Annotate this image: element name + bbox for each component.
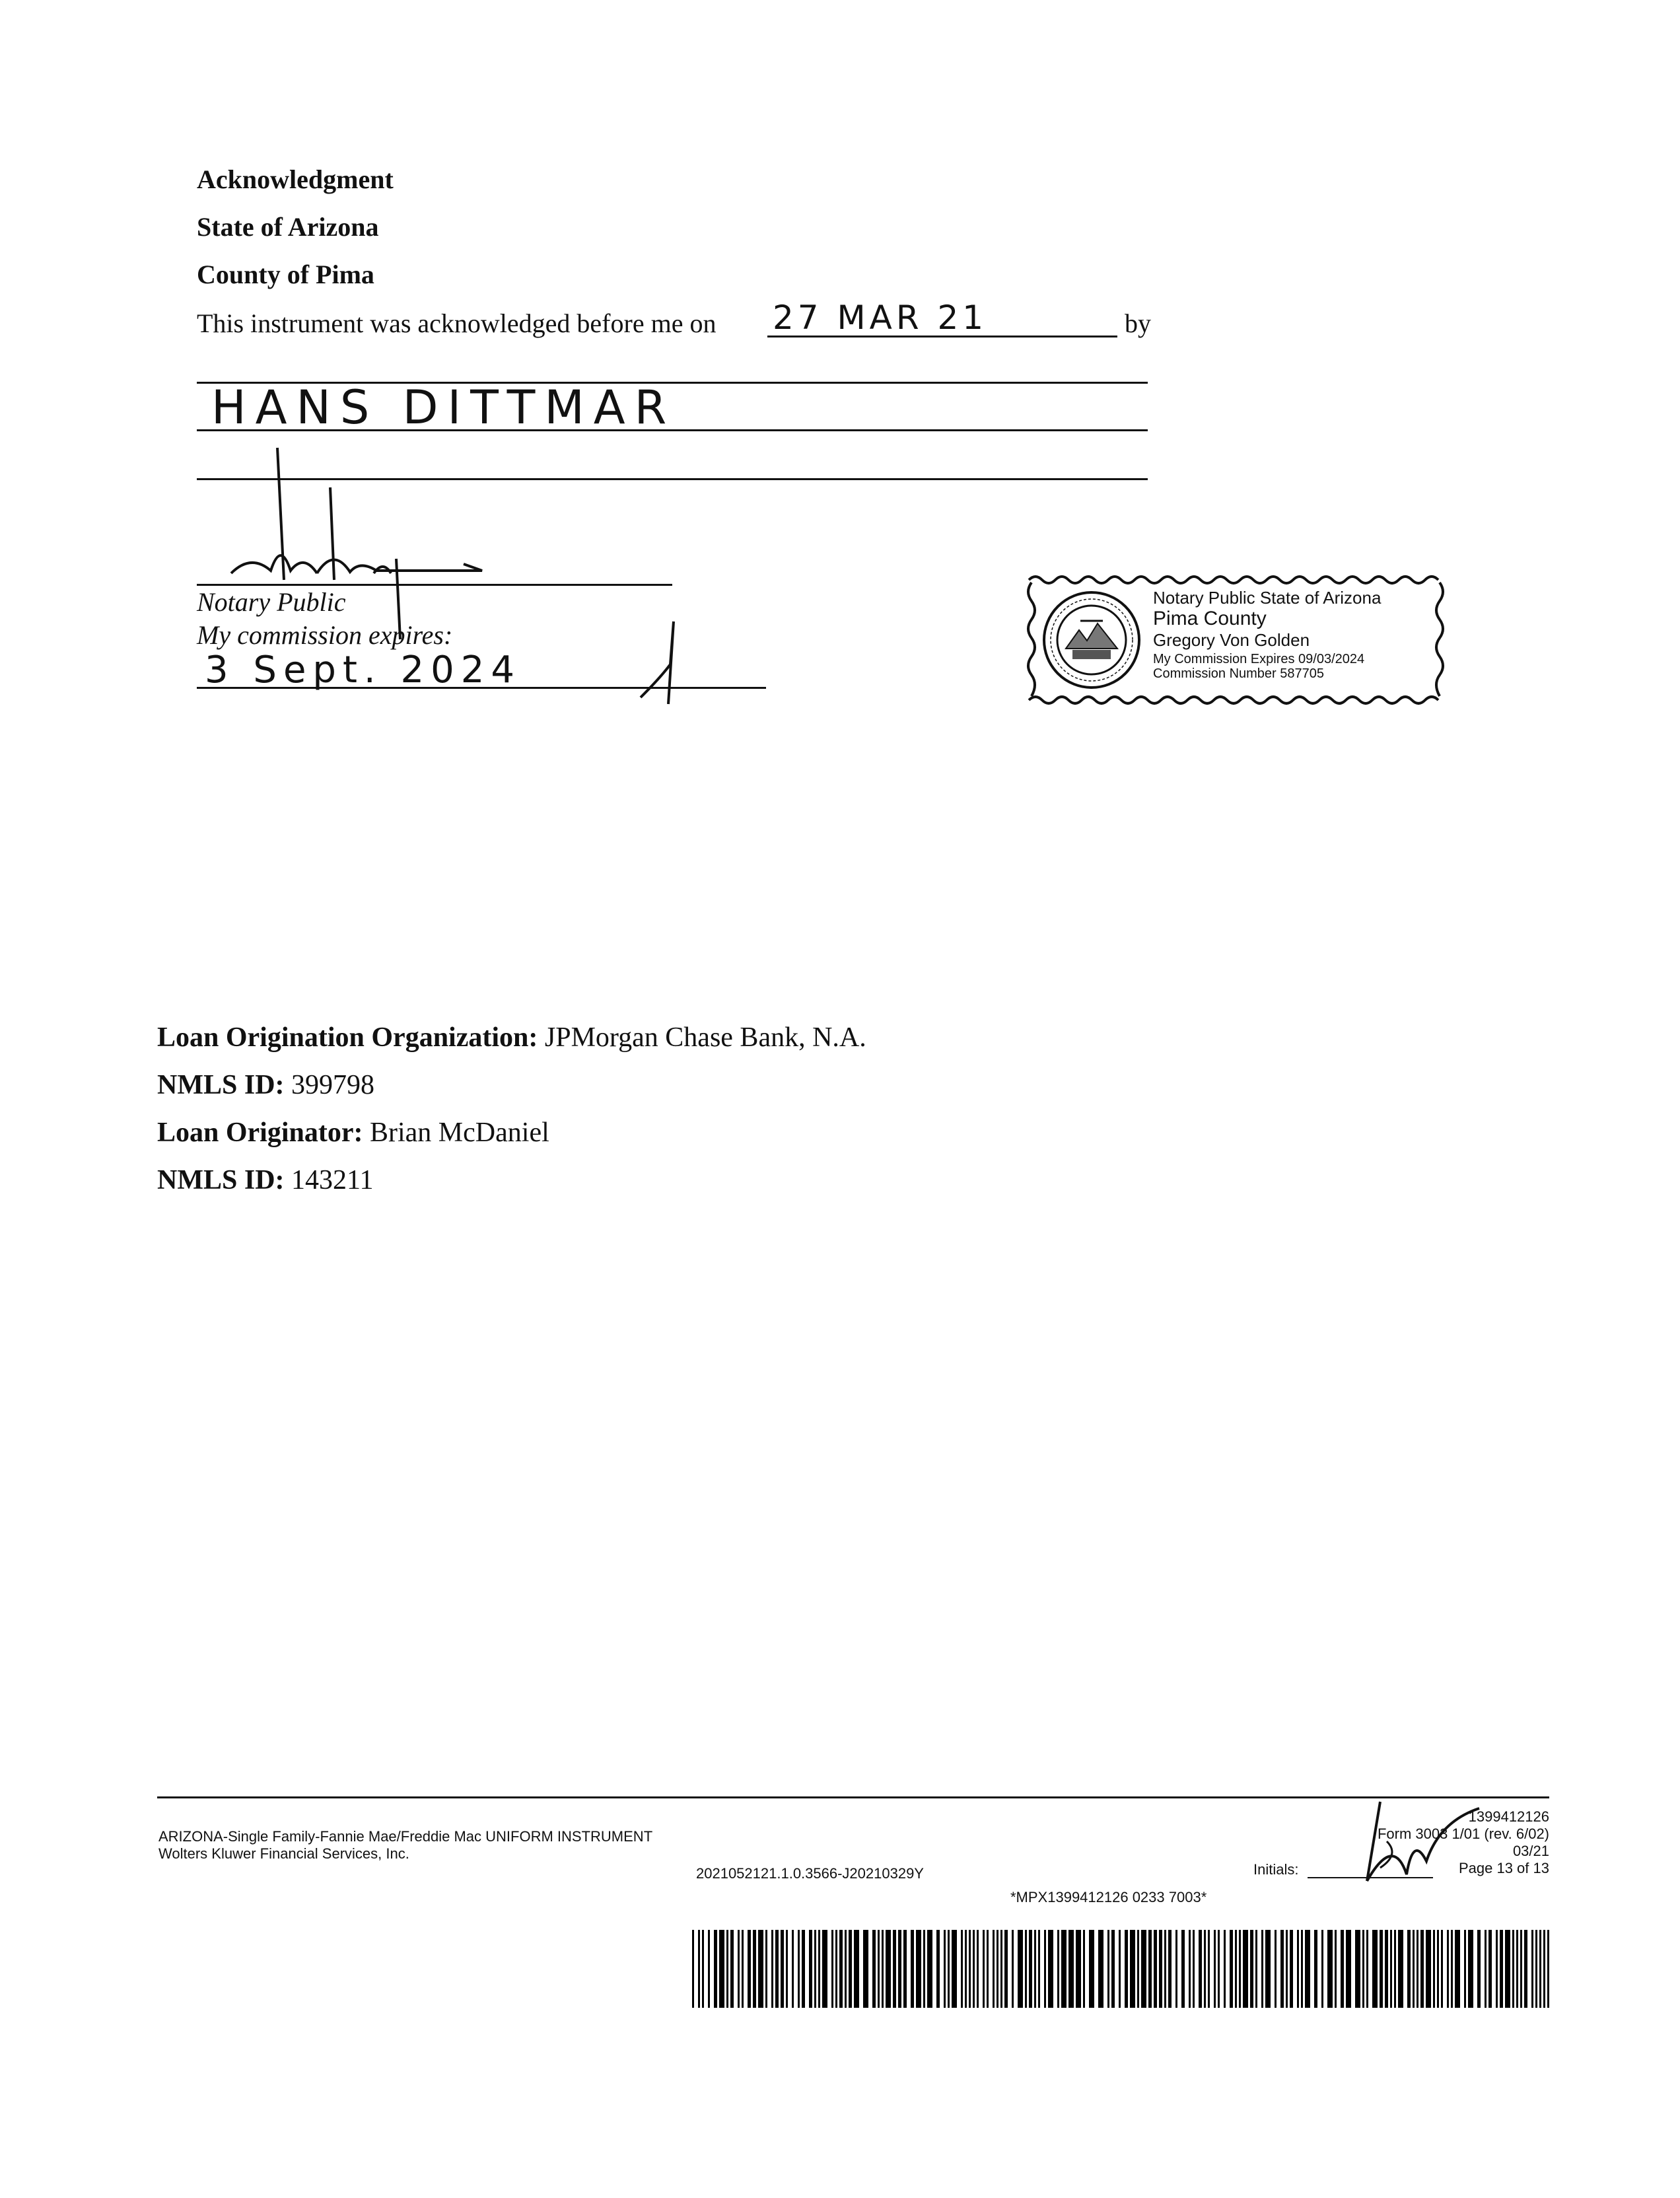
barcode-bar — [1255, 1930, 1257, 2008]
barcode-bar — [882, 1930, 884, 2008]
form-title: ARIZONA-Single Family-Fannie Mae/Freddie Mac UNIFORM INSTRUMENT — [158, 1828, 653, 1845]
barcode-bar — [1321, 1930, 1323, 2008]
barcode-bar — [1125, 1930, 1128, 2008]
barcode-bar — [781, 1930, 784, 2008]
barcode-bar — [923, 1930, 925, 2008]
barcode-bar — [993, 1930, 995, 2008]
barcode-bar — [1390, 1930, 1392, 2008]
barcode-bar — [1447, 1930, 1449, 2008]
barcode-bar — [1297, 1930, 1299, 2008]
barcode-bar — [1141, 1930, 1146, 2008]
barcode-bar — [1130, 1930, 1135, 2008]
barcode-bar — [802, 1930, 805, 2008]
barcode-bar — [973, 1930, 975, 2008]
barcode-bar — [1531, 1930, 1533, 2008]
barcode-bar — [726, 1930, 728, 2008]
barcode-bar — [835, 1930, 837, 2008]
commission-expiry-line — [197, 687, 766, 689]
barcode-bar — [775, 1930, 779, 2008]
barcode-bar — [809, 1930, 812, 2008]
barcode-bar — [1218, 1930, 1220, 2008]
barcode-bar — [1366, 1930, 1368, 2008]
barcode-bar — [1437, 1930, 1439, 2008]
barcode-bar — [1451, 1930, 1453, 2008]
barcode-bar — [730, 1930, 734, 2008]
barcode-bar — [1111, 1930, 1115, 2008]
initials-signature — [1341, 1795, 1486, 1888]
revision: 03/21 — [1512, 1843, 1549, 1859]
barcode-bar — [1413, 1930, 1415, 2008]
barcode-bar — [1025, 1930, 1027, 2008]
loan-number: 1399412126 — [1468, 1808, 1549, 1825]
barcode-bar — [983, 1930, 985, 2008]
notary-public-label: Notary Public — [197, 587, 346, 617]
barcode-bar — [1199, 1930, 1202, 2008]
stamp-line-5: Commission Number 587705 — [1153, 666, 1325, 681]
notary-stamp — [1022, 569, 1450, 711]
barcode-bar — [948, 1930, 950, 2008]
barcode-bar — [1137, 1930, 1139, 2008]
barcode-text: *MPX1399412126 0233 7003* — [1010, 1889, 1207, 1905]
barcode-bar — [886, 1930, 891, 2008]
barcode-bar — [714, 1930, 717, 2008]
barcode-bar — [916, 1930, 921, 2008]
stamp-line-3: Gregory Von Golden — [1153, 630, 1310, 650]
barcode — [692, 1930, 1551, 2008]
barcode-bar — [1068, 1930, 1074, 2008]
barcode-bar — [1335, 1930, 1337, 2008]
barcode-bar — [698, 1930, 700, 2008]
barcode-bar — [893, 1930, 896, 2008]
barcode-bar — [1119, 1930, 1121, 2008]
barcode-bar — [1535, 1930, 1537, 2008]
barcode-bar — [1083, 1930, 1085, 2008]
barcode-bar — [1168, 1930, 1172, 2008]
instrument-text: This instrument was acknowledged before me on — [197, 308, 717, 338]
stamp-line-4: My Commission Expires 09/03/2024 — [1153, 652, 1365, 666]
handwritten-date: 27 MAR 21 — [773, 299, 988, 337]
barcode-bar — [1543, 1930, 1545, 2008]
barcode-bar — [1239, 1930, 1241, 2008]
barcode-bar — [1505, 1930, 1510, 2008]
barcode-bar — [742, 1930, 744, 2008]
doc-code: 2021052121.1.0.3566-J20210329Y — [696, 1865, 924, 1882]
barcode-bar — [944, 1930, 946, 2008]
org-nmls-value: 399798 — [291, 1070, 375, 1100]
barcode-bar — [1098, 1930, 1103, 2008]
date-underline — [767, 336, 1117, 337]
initials-label: Initials: — [1253, 1861, 1299, 1878]
org-value: JPMorgan Chase Bank, N.A. — [544, 1022, 866, 1053]
barcode-bar — [903, 1930, 907, 2008]
barcode-bar — [1044, 1930, 1046, 2008]
loan-originator — [157, 1116, 549, 1149]
barcode-bar — [1000, 1930, 1002, 2008]
barcode-bar — [878, 1930, 880, 2008]
barcode-bar — [977, 1930, 979, 2008]
barcode-bar — [1261, 1930, 1263, 2008]
barcode-bar — [822, 1930, 827, 2008]
originator-value: Brian McDaniel — [370, 1117, 549, 1148]
barcode-bar — [1346, 1930, 1351, 2008]
barcode-bar — [818, 1930, 820, 2008]
barcode-bar — [1420, 1930, 1424, 2008]
handwritten-name: HANS DITTMAR — [211, 380, 676, 435]
barcode-bar — [1547, 1930, 1549, 2008]
barcode-bar — [1159, 1930, 1162, 2008]
barcode-bar — [1181, 1930, 1185, 2008]
barcode-bar — [1204, 1930, 1206, 2008]
barcode-bar — [786, 1930, 788, 2008]
originator-label: Loan Originator: — [157, 1117, 363, 1148]
barcode-bar — [1224, 1930, 1226, 2008]
barcode-bar — [1189, 1930, 1191, 2008]
barcode-bar — [1433, 1930, 1435, 2008]
barcode-bar — [1355, 1930, 1360, 2008]
barcode-bar — [719, 1930, 724, 2008]
stamp-line-1: Notary Public State of Arizona — [1153, 588, 1382, 608]
barcode-bar — [1089, 1930, 1094, 2008]
barcode-bar — [1398, 1930, 1403, 2008]
barcode-bar — [1455, 1930, 1460, 2008]
barcode-bar — [1372, 1930, 1378, 2008]
barcode-bar — [863, 1930, 868, 2008]
barcode-bar — [961, 1930, 963, 2008]
barcode-bar — [1464, 1930, 1466, 2008]
barcode-bar — [1280, 1930, 1284, 2008]
barcode-bar — [831, 1930, 833, 2008]
county-line: County of Pima — [197, 260, 374, 289]
barcode-bar — [987, 1930, 989, 2008]
barcode-bar — [702, 1930, 704, 2008]
barcode-bar — [1057, 1930, 1059, 2008]
state-line: State of Arizona — [197, 212, 379, 242]
barcode-bar — [1243, 1930, 1248, 2008]
barcode-bar — [839, 1930, 843, 2008]
barcode-bar — [1061, 1930, 1067, 2008]
barcode-bar — [1500, 1930, 1503, 2008]
barcode-bar — [1148, 1930, 1152, 2008]
stamp-line-2: Pima County — [1153, 608, 1267, 629]
barcode-bar — [1235, 1930, 1237, 2008]
barcode-bar — [1362, 1930, 1364, 2008]
barcode-bar — [997, 1930, 998, 2008]
commission-expires-label: My commission expires: — [197, 620, 453, 650]
barcode-bar — [911, 1930, 914, 2008]
barcode-bar — [748, 1930, 751, 2008]
barcode-bar — [1441, 1930, 1443, 2008]
barcode-bar — [1496, 1930, 1498, 2008]
barcode-bar — [1193, 1930, 1195, 2008]
notary-signature-line — [197, 584, 672, 586]
barcode-bar — [1341, 1930, 1344, 2008]
barcode-bar — [1265, 1930, 1271, 2008]
expiry-flourish — [634, 618, 693, 711]
barcode-bar — [1175, 1930, 1177, 2008]
barcode-bar — [1004, 1930, 1008, 2008]
barcode-bar — [1468, 1930, 1473, 2008]
barcode-bar — [1477, 1930, 1481, 2008]
barcode-bar — [758, 1930, 763, 2008]
barcode-bar — [936, 1930, 940, 2008]
name-line-2 — [197, 429, 1148, 431]
barcode-bar — [1275, 1930, 1277, 2008]
barcode-bar — [753, 1930, 756, 2008]
barcode-bar — [1286, 1930, 1288, 2008]
barcode-bar — [1520, 1930, 1522, 2008]
barcode-bar — [854, 1930, 859, 2008]
page-label: Page 13 of 13 — [1458, 1860, 1549, 1876]
barcode-bar — [1301, 1930, 1303, 2008]
barcode-bar — [969, 1930, 971, 2008]
barcode-bar — [1018, 1930, 1023, 2008]
barcode-bar — [1524, 1930, 1527, 2008]
barcode-bar — [692, 1930, 694, 2008]
barcode-bar — [1488, 1930, 1492, 2008]
barcode-bar — [1512, 1930, 1514, 2008]
barcode-bar — [708, 1930, 710, 2008]
publisher: Wolters Kluwer Financial Services, Inc. — [158, 1845, 409, 1862]
barcode-bar — [1327, 1930, 1333, 2008]
barcode-bar — [1250, 1930, 1253, 2008]
barcode-bar — [952, 1930, 957, 2008]
barcode-bar — [771, 1930, 773, 2008]
originator-nmls-id — [157, 1164, 373, 1197]
barcode-bar — [1290, 1930, 1293, 2008]
barcode-bar — [814, 1930, 816, 2008]
barcode-bar — [1208, 1930, 1210, 2008]
originator-nmls-label: NMLS ID: — [157, 1165, 285, 1195]
barcode-bar — [792, 1930, 794, 2008]
barcode-bar — [1426, 1930, 1431, 2008]
barcode-bar — [1029, 1930, 1032, 2008]
barcode-bar — [1485, 1930, 1487, 2008]
by-label: by — [1125, 308, 1151, 338]
acknowledgment-heading: Acknowledgment — [197, 164, 394, 194]
barcode-bar — [1048, 1930, 1053, 2008]
arizona-seal-icon — [1041, 589, 1142, 691]
barcode-bar — [849, 1930, 852, 2008]
barcode-bar — [738, 1930, 740, 2008]
barcode-bar — [872, 1930, 876, 2008]
handwritten-expiry: 3 Sept. 2024 — [205, 649, 522, 691]
barcode-bar — [1214, 1930, 1216, 2008]
barcode-bar — [845, 1930, 847, 2008]
barcode-bar — [1314, 1930, 1317, 2008]
loan-origination-organization — [157, 1021, 866, 1054]
originator-nmls-value: 143211 — [291, 1165, 374, 1195]
form-number: Form 3003 1/01 (rev. 6/02) — [1377, 1826, 1549, 1842]
barcode-bar — [1417, 1930, 1418, 2008]
org-nmls-id — [157, 1069, 374, 1102]
barcode-bar — [965, 1930, 967, 2008]
barcode-bar — [1380, 1930, 1383, 2008]
barcode-bar — [1034, 1930, 1036, 2008]
org-nmls-label: NMLS ID: — [157, 1070, 285, 1100]
barcode-bar — [1107, 1930, 1109, 2008]
barcode-bar — [1038, 1930, 1040, 2008]
barcode-bar — [765, 1930, 767, 2008]
barcode-bar — [1012, 1930, 1014, 2008]
barcode-bar — [1385, 1930, 1388, 2008]
barcode-bar — [1516, 1930, 1518, 2008]
barcode-bar — [798, 1930, 800, 2008]
barcode-bar — [1394, 1930, 1396, 2008]
barcode-bar — [898, 1930, 901, 2008]
barcode-bar — [1230, 1930, 1233, 2008]
barcode-bar — [1305, 1930, 1310, 2008]
barcode-bar — [1407, 1930, 1411, 2008]
barcode-bar — [1539, 1930, 1541, 2008]
org-label: Loan Origination Organization: — [157, 1022, 538, 1053]
barcode-bar — [1076, 1930, 1081, 2008]
barcode-bar — [1154, 1930, 1157, 2008]
barcode-bar — [927, 1930, 932, 2008]
barcode-bar — [1164, 1930, 1166, 2008]
